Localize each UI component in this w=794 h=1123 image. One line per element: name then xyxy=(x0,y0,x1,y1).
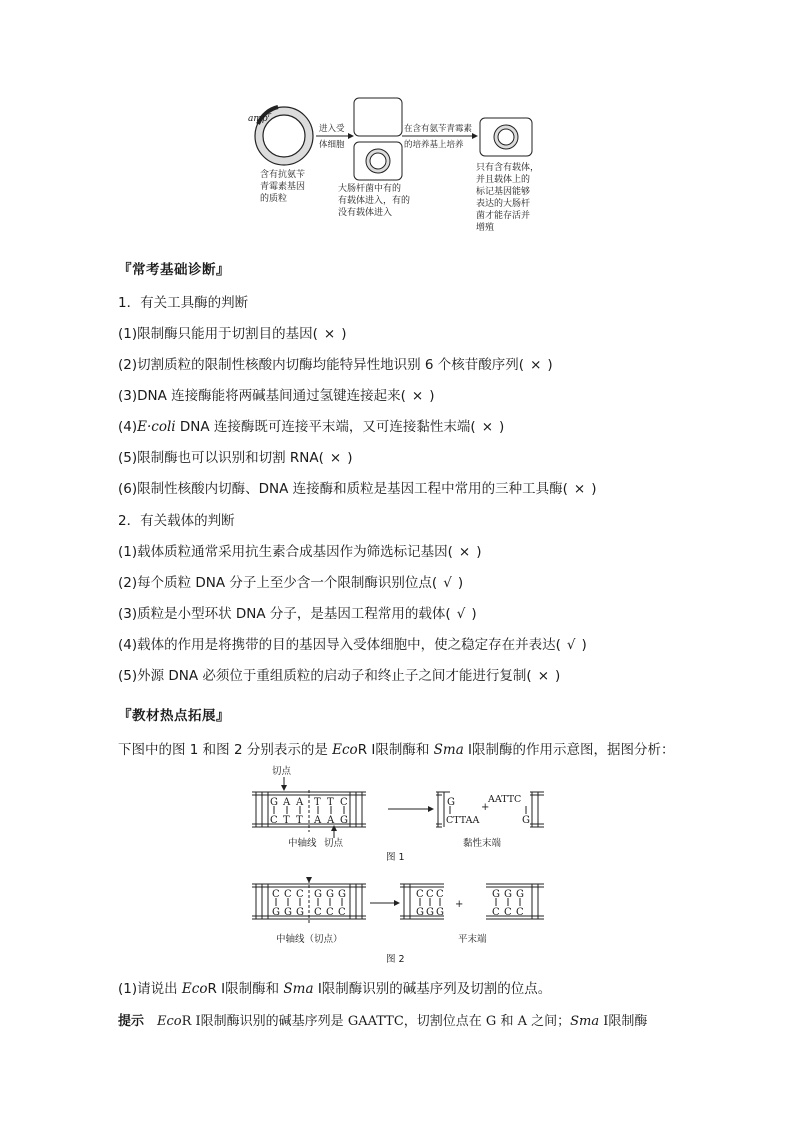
answer-mark: × xyxy=(458,544,471,560)
plasmid-transformation-figure xyxy=(240,90,560,250)
cell-caption-2: 有载体进入，有的 xyxy=(338,196,411,206)
answer-mark: × xyxy=(537,668,550,684)
midline-label: 中轴线 xyxy=(288,838,317,849)
base: T xyxy=(296,815,303,826)
arrow-1-head xyxy=(348,133,354,139)
answer-mark: √ xyxy=(443,575,452,591)
question-item: (6)限制性核酸内切酶、DNA 连接酶和质粒是基因工程中常用的三种工具酶( × ) xyxy=(118,481,597,497)
midline-cut-label: 中轴线（切点） xyxy=(276,934,343,945)
answer-mark: × xyxy=(411,388,424,404)
base: G xyxy=(516,889,524,900)
base: C xyxy=(338,907,346,918)
intro-paragraph: 下图中的图 1 和图 2 分别表示的是 EcoR Ⅰ限制酶和 Sma Ⅰ限制酶的作用示意图，据图分析： xyxy=(118,742,675,758)
base: A xyxy=(296,797,304,808)
base: C xyxy=(492,907,500,918)
section-header-textbook-extension: 『教材热点拓展』 xyxy=(118,708,230,724)
cut-label-bottom: 切点 xyxy=(324,838,344,849)
base: G xyxy=(436,907,444,918)
base: G xyxy=(340,815,348,826)
frag1-bottom: CTTAA xyxy=(446,815,480,826)
plasmid-caption-1: 含有抗氨苄 xyxy=(260,170,306,180)
answer-mark: × xyxy=(530,357,542,373)
question-item: (1)限制酶只能用于切割目的基因( × ) xyxy=(118,326,347,342)
base: G xyxy=(492,889,500,900)
arrow1-label-2: 体细胞 xyxy=(319,140,345,150)
arrow-2-head xyxy=(472,133,478,139)
base: C xyxy=(504,907,512,918)
figure-1-ecori xyxy=(248,762,548,862)
base: G xyxy=(314,889,322,900)
base: C xyxy=(296,889,304,900)
plus-sign: + xyxy=(481,802,490,813)
base: G xyxy=(284,907,292,918)
arrow2-label-1: 在含有氨苄青霉素 xyxy=(404,124,473,134)
answer-mark: × xyxy=(481,419,493,435)
result-caption-4: 表达的大肠杆 xyxy=(476,199,531,209)
answer-mark: × xyxy=(573,481,586,497)
base: C xyxy=(426,889,434,900)
base: G xyxy=(426,907,434,918)
arrow1-label-1: 进入受 xyxy=(319,124,345,134)
base: G xyxy=(504,889,512,900)
plasmid-caption-2: 青霉素基因 xyxy=(260,182,306,192)
question-item: (4)载体的作用是将携带的目的基因导入受体细胞中，使之稳定存在并表达( √ ) xyxy=(118,637,587,653)
figure-2-smai xyxy=(248,876,548,968)
question-item: (1)载体质粒通常采用抗生素合成基因作为筛选标记基因( × ) xyxy=(118,544,482,560)
base: A xyxy=(283,797,291,808)
result-caption-6: 增殖 xyxy=(476,223,495,233)
question-1: (1)请说出 EcoR Ⅰ限制酶和 Sma Ⅰ限制酶识别的碱基序列及切割的位点。 xyxy=(118,981,552,997)
cell-caption-1: 大肠杆菌中有的 xyxy=(338,184,402,194)
base: T xyxy=(314,797,321,808)
cut-label-top: 切点 xyxy=(272,766,292,777)
question-item: (2)每个质粒 DNA 分子上至少含一个限制酶识别位点( √ ) xyxy=(118,575,464,591)
figure-1-caption: 图 1 xyxy=(386,852,405,862)
base: A xyxy=(327,815,335,826)
answer-mark: √ xyxy=(566,637,576,653)
subheading-enzymes: 1．有关工具酶的判断 xyxy=(118,295,249,311)
result-caption-2: 并且载体上的 xyxy=(476,175,531,185)
question-item: (3)DNA 连接酶能将两碱基间通过氢键连接起来( × ) xyxy=(118,388,435,404)
base: C xyxy=(516,907,524,918)
base: C xyxy=(416,889,424,900)
frag1-top: G xyxy=(447,797,455,808)
base: T xyxy=(283,815,290,826)
base: A xyxy=(314,815,322,826)
result-caption-1: 只有含有载体， xyxy=(476,163,540,173)
blunt-end-label: 平末端 xyxy=(458,934,487,945)
section-header-basic-diagnosis: 『常考基础诊断』 xyxy=(118,262,230,278)
question-item: (2)切割质粒的限制性核酸内切酶均能特异性地识别 6 个核苷酸序列( × ) xyxy=(118,357,553,373)
base: C xyxy=(314,907,322,918)
base: G xyxy=(296,907,304,918)
base: C xyxy=(270,815,278,826)
question-item: (5)外源 DNA 必须位于重组质粒的启动子和终止子之间才能进行复制( × ) xyxy=(118,668,561,684)
answer-mark: √ xyxy=(456,606,466,622)
base: T xyxy=(327,797,334,808)
question-item: (3)质粒是小型环状 DNA 分子，是基因工程常用的载体( √ ) xyxy=(118,606,477,622)
base: C xyxy=(272,889,280,900)
cell-caption-3: 没有载体进入 xyxy=(338,208,393,218)
base: G xyxy=(326,889,334,900)
result-caption-5: 菌才能存活并 xyxy=(476,211,531,221)
question-item: (4)E·coli DNA 连接酶既可连接平末端，又可连接黏性末端( × ) xyxy=(118,419,505,435)
question-item: (5)限制酶也可以识别和切割 RNA( × ) xyxy=(118,450,353,466)
base: C xyxy=(340,797,348,808)
figure-2-caption: 图 2 xyxy=(386,954,405,965)
base: C xyxy=(284,889,292,900)
amp-label: amp$^r$ xyxy=(248,111,272,124)
hint-answer: 提示 EcoR Ⅰ限制酶识别的碱基序列是 GAATTC，切割位点在 G 和 A 之间；Sma Ⅰ限制酶 xyxy=(118,1014,648,1029)
frag2-bottom: G xyxy=(522,815,530,826)
answer-mark: × xyxy=(323,326,336,342)
plus-sign: + xyxy=(455,899,464,910)
arrow2-label-2: 的培养基上培养 xyxy=(404,140,464,150)
base: G xyxy=(272,907,280,918)
base: G xyxy=(416,907,424,918)
plasmid-caption-3: 的质粒 xyxy=(260,194,288,204)
answer-mark: × xyxy=(329,450,342,466)
frag2-top: AATTC xyxy=(488,794,522,805)
base: C xyxy=(436,889,444,900)
result-caption-3: 标记基因能够 xyxy=(476,187,531,197)
sticky-end-label: 黏性末端 xyxy=(463,838,502,849)
base: G xyxy=(338,889,346,900)
base: C xyxy=(326,907,334,918)
empty-cell xyxy=(354,98,402,136)
subheading-vectors: 2．有关载体的判断 xyxy=(118,513,235,529)
base: G xyxy=(270,797,278,808)
